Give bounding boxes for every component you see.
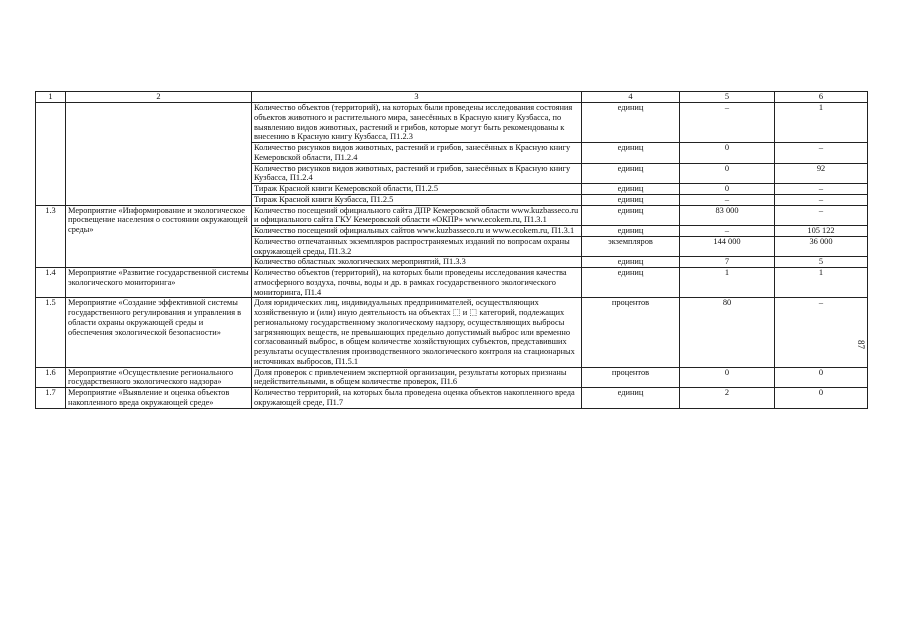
value-col6-cell: 1 [775, 103, 868, 143]
event-name-cell: Мероприятие «Информирование и экологическое просвещение населения о состоянии окружающей среды» [66, 205, 252, 268]
value-col5-cell: 1 [680, 268, 775, 298]
unit-cell: единиц [582, 184, 680, 195]
event-number-cell [36, 103, 66, 206]
value-col5-cell: 2 [680, 388, 775, 409]
value-col6-cell: 36 000 [775, 236, 868, 257]
header-cell: 6 [775, 92, 868, 103]
value-col5-cell: 7 [680, 257, 775, 268]
unit-cell: единиц [582, 103, 680, 143]
unit-cell: процентов [582, 367, 680, 388]
value-col6-cell: – [775, 194, 868, 205]
value-col5-cell: 83 000 [680, 205, 775, 226]
unit-cell: экземпляров [582, 236, 680, 257]
header-cell: 5 [680, 92, 775, 103]
value-col5-cell: 0 [680, 184, 775, 195]
unit-cell: единиц [582, 194, 680, 205]
indicator-cell: Количество рисунков видов животных, растений и грибов, занесённых в Красную книгу Кемеровской области, П1.2.4 [252, 143, 582, 164]
event-name-cell: Мероприятие «Развитие государственной системы экологического мониторинга» [66, 268, 252, 298]
event-number-cell: 1.6 [36, 367, 66, 388]
indicator-cell: Количество объектов (территорий), на которых были проведены исследования качества атмосферного воздуха, почвы, воды и др. в рамках государственного экологического мониторинга, П1.4 [252, 268, 582, 298]
indicator-cell: Тираж Красной книги Кузбасса, П1.2.5 [252, 194, 582, 205]
table-row [36, 388, 868, 409]
value-col5-cell: 80 [680, 298, 775, 367]
unit-cell: единиц [582, 268, 680, 298]
unit-cell: единиц [582, 226, 680, 237]
value-col5-cell: 0 [680, 367, 775, 388]
indicator-cell: Количество территорий, на которых была проведена оценка объектов накопленного вреда окружающей среде, П1.7 [252, 388, 582, 409]
table-row [36, 298, 868, 367]
unit-cell: единиц [582, 388, 680, 409]
indicator-cell: Доля проверок с привлечением экспертной организации, результаты которых признаны недействительными, в общем количестве проверок, П1.6 [252, 367, 582, 388]
value-col6-cell: – [775, 184, 868, 195]
unit-cell: процентов [582, 298, 680, 367]
value-col6-cell: – [775, 205, 868, 226]
indicator-cell: Количество посещений официальных сайтов www.kuzbasseco.ru и www.ecokem.ru, П1.3.1 [252, 226, 582, 237]
value-col5-cell: – [680, 194, 775, 205]
page-number: 87 [856, 340, 866, 349]
unit-cell: единиц [582, 205, 680, 226]
table-row [36, 367, 868, 388]
indicators-table [35, 91, 868, 409]
unit-cell: единиц [582, 163, 680, 184]
value-col6-cell: – [775, 143, 868, 164]
table-row [36, 103, 868, 143]
indicator-cell: Количество рисунков видов животных, растений и грибов, занесённых в Красную книгу Кузбасса, П1.2.4 [252, 163, 582, 184]
unit-cell: единиц [582, 143, 680, 164]
value-col5-cell: – [680, 103, 775, 143]
table-row [36, 205, 868, 226]
header-cell: 4 [582, 92, 680, 103]
indicator-cell: Тираж Красной книги Кемеровской области, П1.2.5 [252, 184, 582, 195]
event-name-cell [66, 103, 252, 206]
indicator-cell: Количество объектов (территорий), на которых были проведены исследования состояния объектов животного и растительного мира, занесённых в Красную книгу Кузбасса, по выявлению видов животных, растений и грибов, которые могут быть рекомендованы к внесению в Красную книгу Кузбасса, П1.2.3 [252, 103, 582, 143]
event-number-cell: 1.3 [36, 205, 66, 268]
value-col6-cell: 0 [775, 388, 868, 409]
event-name-cell: Мероприятие «Осуществление регионального государственного экологического надзора» [66, 367, 252, 388]
table-header-row [36, 92, 868, 103]
value-col6-cell: 5 [775, 257, 868, 268]
value-col6-cell: 105 122 [775, 226, 868, 237]
value-col5-cell: 0 [680, 163, 775, 184]
unit-cell: единиц [582, 257, 680, 268]
event-number-cell: 1.7 [36, 388, 66, 409]
value-col5-cell: – [680, 226, 775, 237]
value-col6-cell: 92 [775, 163, 868, 184]
event-name-cell: Мероприятие «Создание эффективной системы государственного регулирования и управления в области охраны окружающей среды и обеспечения экологической безопасности» [66, 298, 252, 367]
value-col6-cell: 1 [775, 268, 868, 298]
indicator-cell: Количество областных экологических мероприятий, П1.3.3 [252, 257, 582, 268]
value-col6-cell: 0 [775, 367, 868, 388]
header-cell: 3 [252, 92, 582, 103]
indicator-cell: Количество посещений официального сайта ДПР Кемеровской области www.kuzbasseco.ru и официального сайта ГКУ Кемеровской области «ОКПР» www.ecokem.ru, П1.3.1 [252, 205, 582, 226]
value-col5-cell: 144 000 [680, 236, 775, 257]
value-col5-cell: 0 [680, 143, 775, 164]
indicator-cell: Количество отпечатанных экземпляров распространяемых изданий по вопросам охраны окружающей среды, П1.3.2 [252, 236, 582, 257]
event-name-cell: Мероприятие «Выявление и оценка объектов накопленного вреда окружающей среде» [66, 388, 252, 409]
header-cell: 1 [36, 92, 66, 103]
event-number-cell: 1.4 [36, 268, 66, 298]
indicator-cell: Доля юридических лиц, индивидуальных предпринимателей, осуществляющих хозяйственную и (или) иную деятельность на объектах ⬚ и ⬚ категорий, подлежащих региональному государственному экологическому надзору, осуществляющих выбросы загрязняющих веществ, не превышающих предельно допустимый выброс или временно согласованный выброс, в общем количестве хозяйствующих субъектов, представивших результаты осуществления производственного экологического контроля на стационарных источниках выбросов, П1.5.1 [252, 298, 582, 367]
table-row [36, 268, 868, 298]
event-number-cell: 1.5 [36, 298, 66, 367]
header-cell: 2 [66, 92, 252, 103]
value-col6-cell: – [775, 298, 868, 367]
